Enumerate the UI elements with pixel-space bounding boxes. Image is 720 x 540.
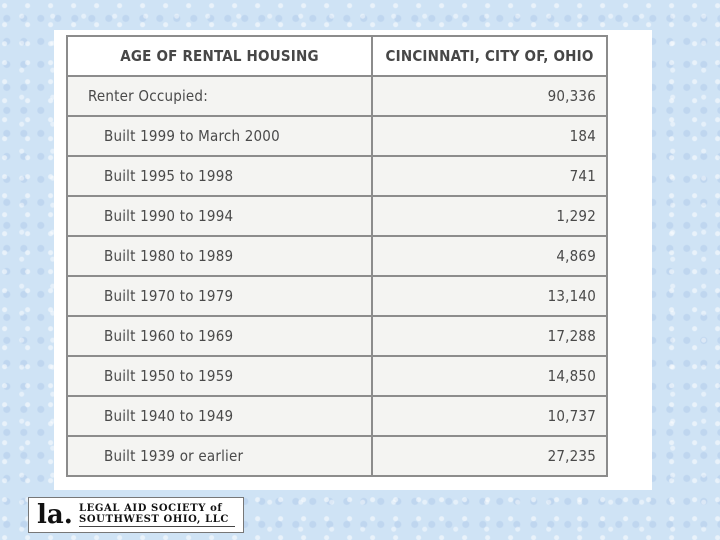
- table-row: [67, 236, 607, 276]
- row-value: 27,235: [372, 436, 607, 476]
- slide-panel: [54, 30, 652, 490]
- legal-aid-society-logo: [28, 497, 244, 533]
- table-row: [67, 276, 607, 316]
- row-value: 1,292: [372, 196, 607, 236]
- row-label: Built 1950 to 1959: [67, 356, 372, 396]
- row-label: Built 1995 to 1998: [67, 156, 372, 196]
- table-row: [67, 396, 607, 436]
- table-row: [67, 436, 607, 476]
- row-value: 10,737: [372, 396, 607, 436]
- header-label: AGE OF RENTAL HOUSING: [67, 36, 372, 76]
- row-label: Built 1939 or earlier: [67, 436, 372, 476]
- row-label: Built 1960 to 1969: [67, 316, 372, 356]
- row-value: 17,288: [372, 316, 607, 356]
- row-label: Built 1990 to 1994: [67, 196, 372, 236]
- table-row: [67, 196, 607, 236]
- rental-housing-table: [66, 35, 608, 477]
- row-label: Built 1980 to 1989: [67, 236, 372, 276]
- logo-divider: [79, 526, 235, 527]
- logo-name-line2: SOUTHWEST OHIO, LLC: [79, 514, 229, 525]
- row-value: 184: [372, 116, 607, 156]
- table-row: [67, 316, 607, 356]
- row-value: 741: [372, 156, 607, 196]
- row-value: 90,336: [372, 76, 607, 116]
- table-row: [67, 76, 607, 116]
- table-row: [67, 116, 607, 156]
- row-label: Built 1999 to March 2000: [67, 116, 372, 156]
- table-row: [67, 156, 607, 196]
- row-value: 13,140: [372, 276, 607, 316]
- row-label: Built 1970 to 1979: [67, 276, 372, 316]
- row-value: 4,869: [372, 236, 607, 276]
- logo-name-line1: LEGAL AID SOCIETY of: [79, 503, 223, 514]
- row-value: 14,850: [372, 356, 607, 396]
- table-row: [67, 356, 607, 396]
- row-label: Built 1940 to 1949: [67, 396, 372, 436]
- row-label: Renter Occupied:: [67, 76, 372, 116]
- table-header-row: [67, 36, 607, 76]
- logo-mark-icon: la.: [37, 500, 73, 530]
- header-value: CINCINNATI, CITY OF, OHIO: [372, 36, 607, 76]
